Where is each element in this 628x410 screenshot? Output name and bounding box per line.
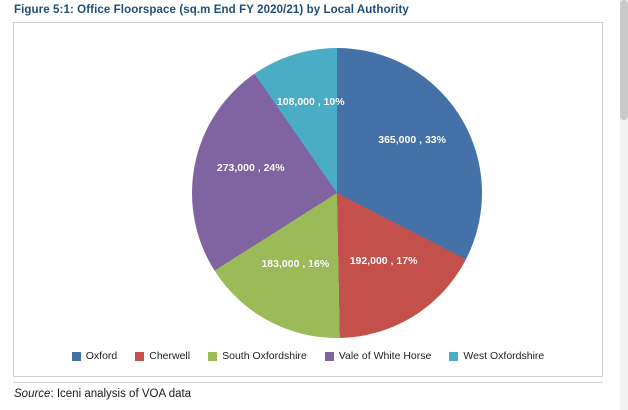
legend-item[interactable] bbox=[325, 350, 432, 362]
legend-label: Cherwell bbox=[149, 350, 191, 362]
slice-label-cherwell: 192,000 , 17% bbox=[349, 254, 418, 267]
chart-legend bbox=[14, 350, 602, 362]
slice-label-west-oxfordshire: 108,000 , 10% bbox=[276, 96, 345, 108]
page-scrollbar[interactable] bbox=[620, 0, 628, 410]
legend-item[interactable] bbox=[449, 350, 544, 362]
legend-item[interactable] bbox=[135, 350, 190, 362]
legend-item[interactable] bbox=[208, 350, 307, 362]
legend-swatch-icon bbox=[208, 352, 217, 361]
chart-area bbox=[13, 22, 603, 377]
source-text: : Iceni analysis of VOA data bbox=[50, 388, 192, 400]
legend-item[interactable] bbox=[72, 350, 118, 362]
pie-chart bbox=[192, 48, 482, 338]
slice-label-south-oxfordshire: 183,000 , 16% bbox=[261, 257, 330, 270]
legend-swatch-icon bbox=[449, 352, 458, 361]
legend-label: West Oxfordshire bbox=[463, 350, 545, 362]
slice-label-oxford: 365,000 , 33% bbox=[378, 134, 446, 147]
legend-swatch-icon bbox=[325, 352, 334, 361]
source-divider bbox=[13, 382, 603, 383]
pie-slices bbox=[192, 48, 482, 338]
legend-swatch-icon bbox=[135, 352, 144, 361]
page-scrollbar-thumb[interactable] bbox=[620, 0, 628, 120]
figure-title: Figure 5:1: Office Floorspace (sq.m End FY 2020/21) by Local Authority bbox=[14, 4, 409, 16]
source-note bbox=[14, 388, 191, 400]
legend-label: Vale of White Horse bbox=[338, 350, 432, 362]
slice-label-vale-of-white-horse: 273,000 , 24% bbox=[216, 162, 285, 175]
legend-label: Oxford bbox=[85, 350, 118, 362]
source-label: Source bbox=[14, 388, 51, 400]
legend-label: South Oxfordshire bbox=[222, 350, 307, 362]
legend-swatch-icon bbox=[72, 352, 81, 361]
